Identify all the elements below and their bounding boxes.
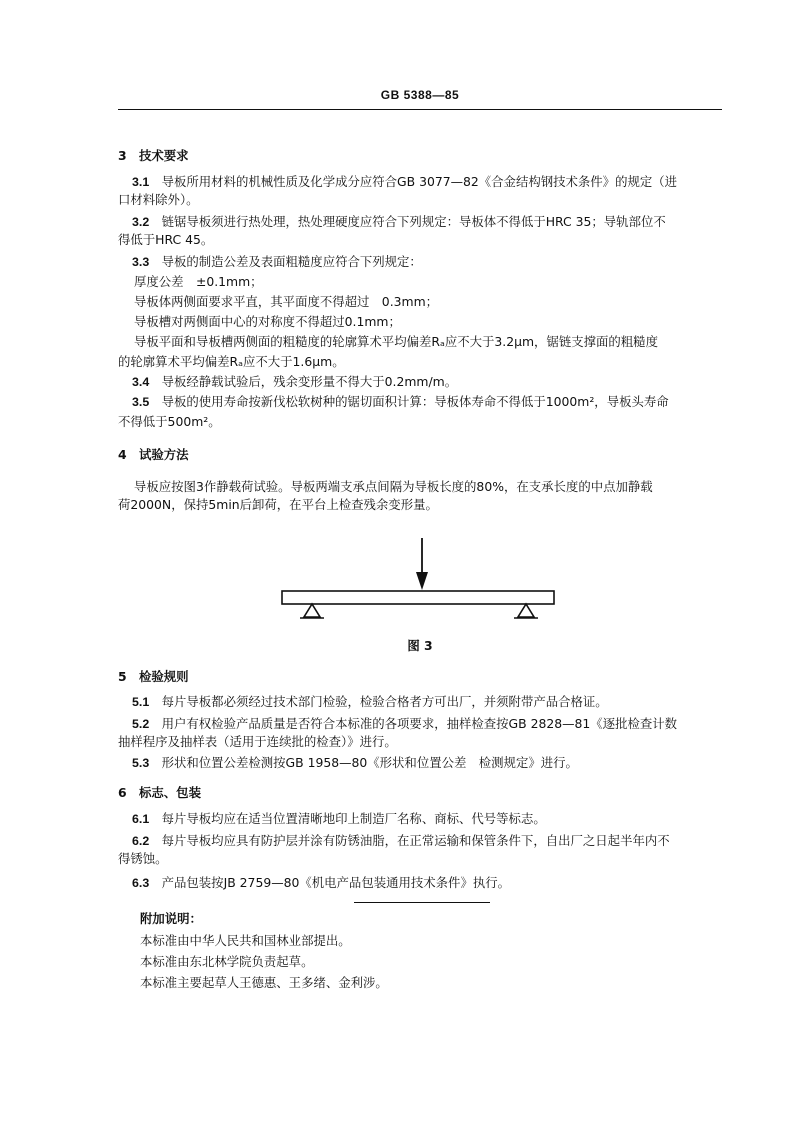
flatness-requirement: 导板体两侧面要求平直，其平面度不得超过 0.3mm； bbox=[134, 294, 439, 309]
clause-number: 3.4 bbox=[132, 375, 150, 389]
clause-number: 5.3 bbox=[132, 756, 150, 770]
clause-3-2-cont: 得低于HRC 45。 bbox=[118, 232, 214, 247]
section-3-title: 3 技术要求 bbox=[118, 148, 189, 163]
clause-text: 每片导板均应具有防护层并涂有防锈油脂，在正常运输和保管条件下，自出厂之日起半年内不 bbox=[161, 833, 670, 848]
test-method-para-cont: 荷2000N，保持5min后卸荷，在平台上检查残余变形量。 bbox=[118, 497, 438, 512]
clause-text: 导板经静载试验后，残余变形量不得大于0.2mm/m。 bbox=[161, 374, 458, 389]
header-rule bbox=[118, 109, 722, 110]
clause-number: 6.1 bbox=[132, 812, 150, 826]
symmetry-requirement: 导板槽对两侧面中心的对称度不得超过0.1mm； bbox=[134, 314, 401, 329]
clause-text: 产品包装按JB 2759—80《机电产品包装通用技术条件》执行。 bbox=[161, 875, 511, 890]
clause-3-3 bbox=[132, 253, 738, 271]
clause-3-1 bbox=[132, 173, 738, 191]
clause-number: 6.2 bbox=[132, 834, 150, 848]
clause-6-2-cont: 得锈蚀。 bbox=[118, 851, 168, 866]
clause-text: 导板的制造公差及表面粗糙度应符合下列规定： bbox=[161, 254, 422, 269]
clause-number: 3.2 bbox=[132, 215, 150, 229]
clause-5-2-cont: 抽样程序及抽样表（适用于连续批的检查）》进行。 bbox=[118, 734, 397, 749]
clause-5-1 bbox=[132, 693, 738, 711]
left-support bbox=[304, 604, 320, 617]
section-5-title: 5 检验规则 bbox=[118, 669, 189, 684]
clause-text: 链锯导板须进行热处理，热处理硬度应符合下列规定：导板体不得低于HRC 35；导轨部位不 bbox=[161, 214, 666, 229]
clause-text: 每片导板均应在适当位置清晰地印上制造厂名称、商标、代号等标志。 bbox=[161, 811, 546, 826]
roughness-requirement: 导板平面和导板槽两侧面的粗糙度的轮廓算术平均偏差Rₐ应不大于3.2μm，锯链支撑面的粗糙度 bbox=[134, 334, 658, 349]
right-support bbox=[518, 604, 534, 617]
clause-6-2 bbox=[132, 832, 738, 850]
clause-text: 形状和位置公差检测按GB 1958—80《形状和位置公差 检测规定》进行。 bbox=[161, 755, 578, 770]
clause-3-2 bbox=[132, 213, 738, 231]
clause-3-1-cont: 口材料除外）。 bbox=[118, 192, 199, 207]
clause-6-3 bbox=[132, 874, 738, 892]
separator-rule bbox=[354, 902, 490, 903]
clause-text: 每片导板都必须经过技术部门检验，检验合格者方可出厂，并须附带产品合格证。 bbox=[161, 694, 608, 709]
notes-title: 附加说明： bbox=[140, 911, 202, 926]
clause-number: 3.5 bbox=[132, 395, 150, 409]
clause-number: 5.2 bbox=[132, 717, 150, 731]
guide-bar bbox=[282, 591, 554, 604]
thickness-tolerance: 厚度公差 ±0.1mm； bbox=[134, 274, 263, 289]
clause-3-4 bbox=[132, 373, 738, 391]
clause-3-5-cont: 不得低于500m²。 bbox=[118, 414, 221, 429]
static-load-diagram bbox=[270, 536, 570, 628]
note-proposer: 本标准由中华人民共和国林业部提出。 bbox=[140, 933, 351, 948]
section-4-title: 4 试验方法 bbox=[118, 447, 189, 462]
load-arrow-head bbox=[416, 572, 428, 590]
clause-number: 6.3 bbox=[132, 876, 150, 890]
clause-5-3 bbox=[132, 754, 738, 772]
note-authors: 本标准主要起草人王德惠、王多绪、金利涉。 bbox=[140, 975, 388, 990]
note-drafter: 本标准由东北林学院负责起草。 bbox=[140, 954, 314, 969]
roughness-requirement-cont: 的轮廓算术平均偏差Rₐ应不大于1.6μm。 bbox=[118, 354, 345, 369]
test-method-para: 导板应按图3作静载荷试验。导板两端支承点间隔为导板长度的80%，在支承长度的中点加静载 bbox=[134, 479, 653, 494]
section-6-title: 6 标志、包装 bbox=[118, 785, 201, 800]
clause-number: 3.1 bbox=[132, 175, 150, 189]
clause-3-5 bbox=[132, 393, 738, 411]
standard-number: GB 5388—85 bbox=[380, 88, 460, 102]
clause-text: 导板的使用寿命按新伐松软树种的锯切面积计算：导板体寿命不得低于1000m²，导板头寿命 bbox=[161, 394, 669, 409]
clause-6-1 bbox=[132, 810, 738, 828]
figure-caption: 图 3 bbox=[407, 638, 433, 653]
clause-text: 用户有权检验产品质量是否符合本标准的各项要求，抽样检查按GB 2828—81《逐批检查计数 bbox=[161, 716, 678, 731]
clause-number: 3.3 bbox=[132, 255, 150, 269]
clause-text: 导板所用材料的机械性质及化学成分应符合GB 3077—82《合金结构钢技术条件》的规定（进 bbox=[161, 174, 678, 189]
clause-number: 5.1 bbox=[132, 695, 150, 709]
clause-5-2 bbox=[132, 715, 738, 733]
